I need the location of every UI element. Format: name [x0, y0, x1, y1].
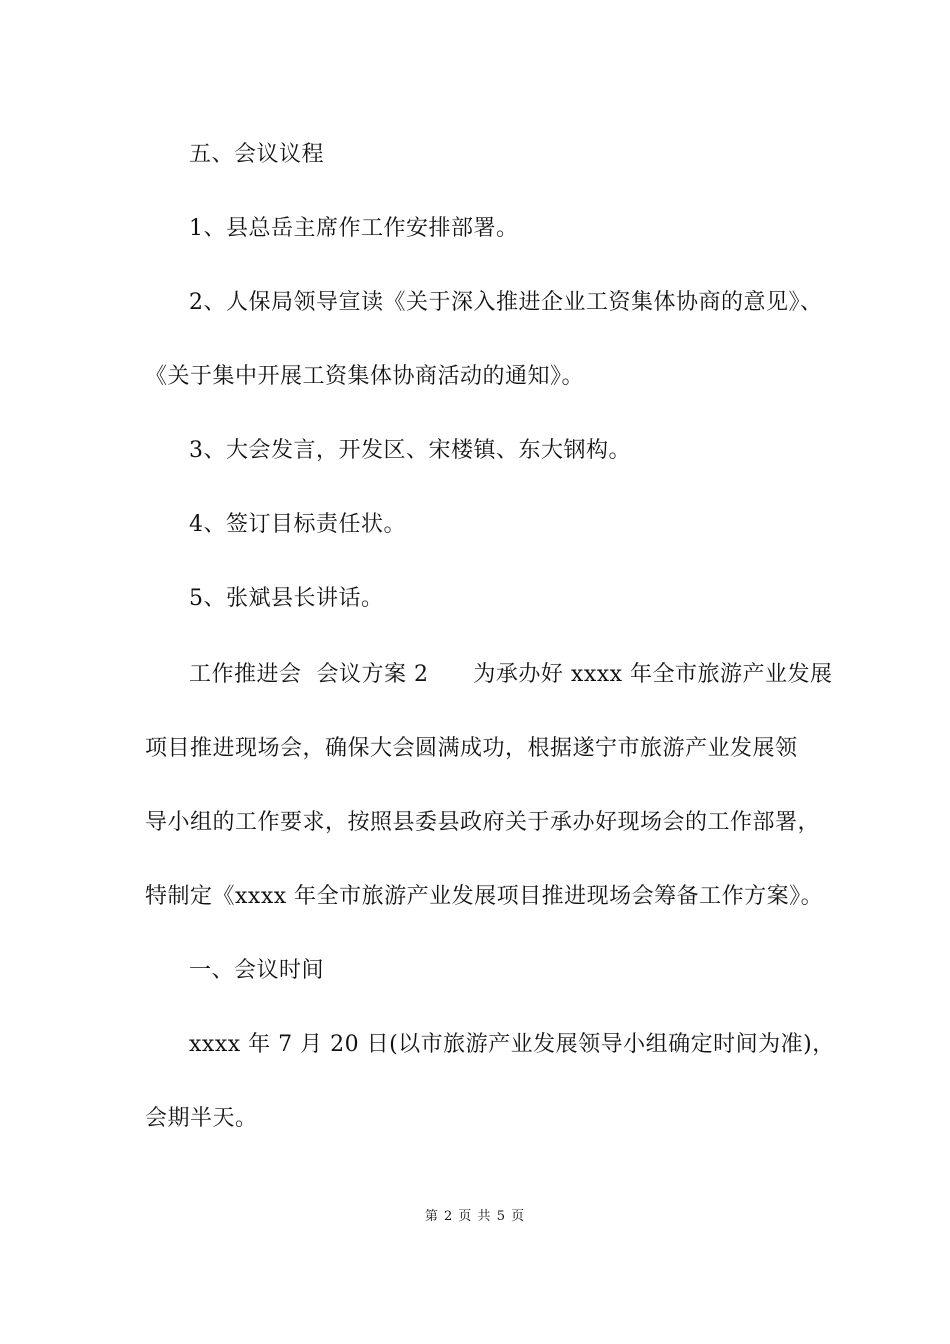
footer-current-page: 2 [444, 1209, 454, 1224]
plan-2-intro: 工作推进会 会议方案 2 为承办好 xxxx 年全市旅游产业发展 [189, 662, 833, 687]
page-footer [0, 1208, 950, 1226]
plan-2-paragraph-line-2: 项目推进现场会，确保大会圆满成功，根据遂宁市旅游产业发展领 [145, 736, 798, 761]
agenda-item-3: 3、大会发言，开发区、宋楼镇、东大钢构。 [189, 438, 631, 463]
agenda-item-2-continued: 《关于集中开展工资集体协商活动的通知》。 [145, 364, 585, 389]
footer-middle: 页 共 [458, 1209, 492, 1224]
meeting-time-line-1: xxxx 年 7 月 20 日(以市旅游产业发展领导小组确定时间为准)， [189, 1032, 835, 1057]
agenda-item-1: 1、县总岳主席作工作安排部署。 [189, 216, 519, 241]
footer-suffix: 页 [511, 1209, 526, 1224]
footer-prefix: 第 [424, 1209, 439, 1224]
plan-2-paragraph-line-4: 特制定《xxxx 年全市旅游产业发展项目推进现场会筹备工作方案》。 [145, 884, 824, 909]
footer-total-pages: 5 [496, 1209, 506, 1224]
agenda-item-5: 5、张斌县长讲话。 [189, 586, 384, 611]
plan-2-paragraph-line-3: 导小组的工作要求，按照县委县政府关于承办好现场会的工作部署， [145, 810, 821, 835]
section-heading-agenda: 五、会议议程 [189, 142, 325, 167]
agenda-item-4: 4、签订目标责任状。 [189, 512, 406, 537]
section-heading-meeting-time: 一、会议时间 [189, 958, 325, 983]
agenda-item-2: 2、人保局领导宣读《关于深入推进企业工资集体协商的意见》、 [189, 290, 823, 315]
meeting-time-line-2: 会期半天。 [145, 1106, 258, 1131]
